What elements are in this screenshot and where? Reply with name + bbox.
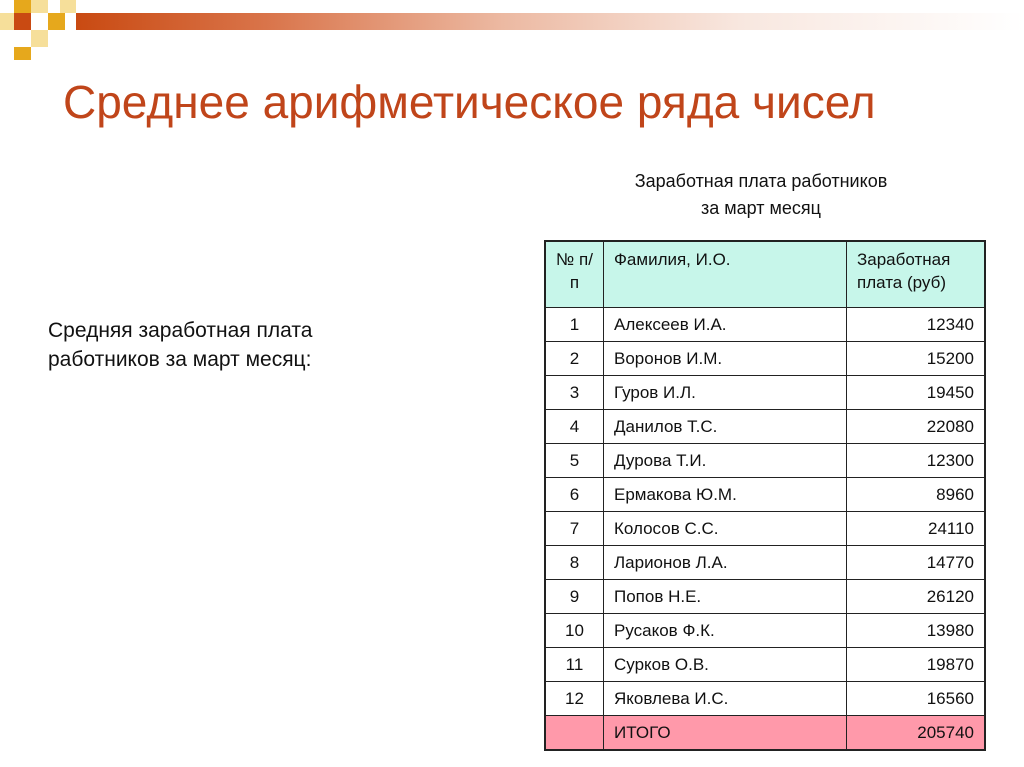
row-salary: 22080 — [847, 410, 986, 444]
row-salary: 24110 — [847, 512, 986, 546]
header-number: № п/п — [545, 241, 604, 308]
row-number: 10 — [545, 614, 604, 648]
average-salary-text: Средняя заработная плата работников за март месяц: — [48, 319, 313, 371]
table-caption — [574, 168, 948, 222]
row-salary: 13980 — [847, 614, 986, 648]
total-value: 205740 — [847, 716, 986, 751]
row-salary: 26120 — [847, 580, 986, 614]
row-number: 12 — [545, 682, 604, 716]
row-salary: 12300 — [847, 444, 986, 478]
row-number: 2 — [545, 342, 604, 376]
table-row — [545, 410, 985, 444]
row-name: Воронов И.М. — [604, 342, 847, 376]
row-name: Сурков О.В. — [604, 648, 847, 682]
header-gradient-bar — [76, 13, 1024, 30]
row-number: 7 — [545, 512, 604, 546]
table-caption-line1: Заработная плата работников — [634, 171, 888, 191]
row-salary: 12340 — [847, 308, 986, 342]
total-label: ИТОГО — [604, 716, 847, 751]
table-row — [545, 342, 985, 376]
row-salary: 16560 — [847, 682, 986, 716]
row-salary: 15200 — [847, 342, 986, 376]
table-row — [545, 512, 985, 546]
header-salary: Заработная плата (руб) — [847, 241, 986, 308]
table-row — [545, 648, 985, 682]
table-header-row — [545, 241, 985, 308]
table-row — [545, 308, 985, 342]
row-number: 5 — [545, 444, 604, 478]
table-caption-line2: за март месяц — [701, 198, 821, 218]
row-name: Колосов С.С. — [604, 512, 847, 546]
row-number: 11 — [545, 648, 604, 682]
total-row — [545, 716, 985, 751]
table-row — [545, 444, 985, 478]
table-row — [545, 478, 985, 512]
table-row — [545, 580, 985, 614]
total-empty-cell — [545, 716, 604, 751]
row-name: Русаков Ф.К. — [604, 614, 847, 648]
row-name: Алексеев И.А. — [604, 308, 847, 342]
row-name: Гуров И.Л. — [604, 376, 847, 410]
row-number: 6 — [545, 478, 604, 512]
table-row — [545, 614, 985, 648]
row-number: 3 — [545, 376, 604, 410]
table-row — [545, 546, 985, 580]
slide-title: Среднее арифметическое ряда чисел — [63, 76, 876, 128]
row-number: 1 — [545, 308, 604, 342]
row-number: 4 — [545, 410, 604, 444]
table-row — [545, 682, 985, 716]
row-name: Ларионов Л.А. — [604, 546, 847, 580]
row-name: Попов Н.Е. — [604, 580, 847, 614]
table-row — [545, 376, 985, 410]
salary-table — [544, 240, 986, 751]
row-number: 9 — [545, 580, 604, 614]
row-name: Дурова Т.И. — [604, 444, 847, 478]
row-name: Яковлева И.С. — [604, 682, 847, 716]
row-salary: 19870 — [847, 648, 986, 682]
header-name: Фамилия, И.О. — [604, 241, 847, 308]
row-name: Данилов Т.С. — [604, 410, 847, 444]
row-number: 8 — [545, 546, 604, 580]
row-name: Ермакова Ю.М. — [604, 478, 847, 512]
row-salary: 8960 — [847, 478, 986, 512]
row-salary: 14770 — [847, 546, 986, 580]
row-salary: 19450 — [847, 376, 986, 410]
